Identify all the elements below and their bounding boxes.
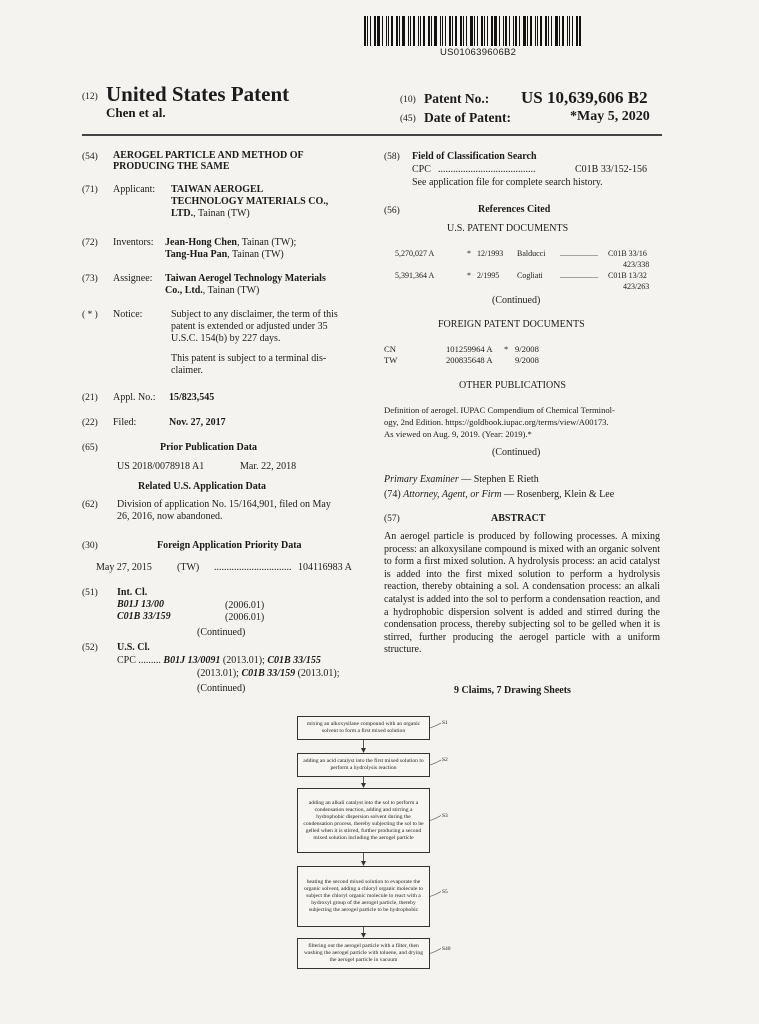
foreign-ref-star: *: [504, 344, 509, 354]
appl-label: Appl. No.:: [113, 392, 156, 403]
intcl-label: Int. Cl.: [117, 587, 148, 598]
patent-date: *May 5, 2020: [570, 109, 650, 124]
date-label: Date of Patent:: [424, 110, 511, 125]
code-73: (73): [82, 274, 98, 284]
code-notice: ( * ): [82, 310, 98, 320]
filed-date: Nov. 27, 2017: [169, 417, 226, 428]
cpc-line-1: CPC ......... B01J 13/0091 (2013.01); C01B 33/155: [117, 655, 321, 666]
us-ref-class: C01B 33/16: [608, 249, 647, 258]
title-line-2: PRODUCING THE SAME: [113, 161, 230, 172]
code-22: (22): [82, 418, 98, 428]
barcode-number: US010639606B2: [440, 47, 517, 58]
prior-pub-heading: Prior Publication Data: [160, 442, 258, 453]
code-54: (54): [82, 152, 98, 162]
field-dots: .......................................: [438, 164, 536, 175]
filed-label: Filed:: [113, 417, 137, 428]
field-see: See application file for complete search history.: [412, 177, 603, 188]
code-71: (71): [82, 185, 98, 195]
flowchart-step-box: heating the second mixed solution to evaporate the organic solvent, adding a chloryl organic molecule to subject the chloryl organic molecule to react with a hydroxyl group of the aerogel particle, thereby subjecting the aerogel particle to be hydrophobic: [297, 866, 430, 927]
flowchart-step-label: S2: [442, 757, 448, 763]
field-cpc-value: C01B 33/152-156: [575, 164, 647, 175]
flowchart-leader-line: [430, 760, 441, 765]
flowchart-step-box: filtering out the aerogel particle with a filter, then washing the aerogel particle with toluene, and drying the aerogel particle in vacuum: [297, 938, 430, 969]
notice-line-3: U.S.C. 154(b) by 227 days.: [171, 333, 281, 344]
flowchart-leader-line: [430, 723, 441, 728]
inventors-label: Inventors:: [113, 237, 154, 248]
inventor-2: Tang-Hua Pan, Tainan (TW): [165, 249, 284, 260]
cpc-line-2: (2013.01); C01B 33/159 (2013.01);: [197, 668, 340, 679]
other-continued: (Continued): [492, 447, 541, 458]
applicant-line-3: LTD., Tainan (TW): [171, 208, 250, 219]
abstract-heading: ABSTRACT: [491, 513, 546, 524]
foreign-dots: ...............................: [214, 562, 292, 573]
us-ref-number: 5,391,364 A: [395, 271, 435, 280]
claims-count: 9 Claims, 7 Drawing Sheets: [454, 685, 571, 696]
us-ref-date: 2/1995: [477, 271, 500, 280]
flowchart-step-box: adding an alkali catalyst into the sol to perform a condensation reaction, adding and stirring a hydrophobic dispersion solvent during the condensation process, thereby subjecting the sol to be gelled when it is stirred, further producing a second mixed solution including the aerogel particle: [297, 788, 430, 853]
uscl-label: U.S. Cl.: [117, 642, 150, 653]
us-ref-dots: ...................: [560, 249, 598, 258]
us-ref-star: *: [467, 271, 471, 280]
flowchart-leader-line: [430, 949, 441, 954]
us-ref-subclass: 423/263: [623, 282, 650, 291]
code-45: (45): [400, 114, 416, 124]
other-pub-line-2: ogy, 2nd Edition. https://goldbook.iupac.org/terms/view/A00173.: [384, 417, 609, 427]
prior-pub-date: Mar. 22, 2018: [240, 461, 297, 472]
flowchart-leader-line: [430, 816, 441, 821]
foreign-ref-date: 9/2008: [515, 344, 539, 354]
foreign-ref-country: TW: [384, 355, 398, 365]
flowchart-leader-line: [430, 892, 441, 897]
code-72: (72): [82, 238, 98, 248]
us-ref-dots: ...................: [560, 271, 598, 280]
abstract-text: An aerogel particle is produced by following processes. A mixing process: an alkoxysilane compound is mixed with an organic solvent to form a first mixed solution. A hydrolysis process: an acid catalyst is added into the first mixed solution to perform a hydrolysis reaction, thereby obtaining a sol. A condensation process: an alkali catalyst is added into the sol to perform a condensation reaction, and a hydrophobic dispersion solvent is added and stirred during the condensation process, thereby subjecting sol to be gelled when it is stirred, further producing the aerogel particle with a uniform structure.: [384, 531, 660, 656]
us-ref-number: 5,270,027 A: [395, 249, 435, 258]
appl-number: 15/823,545: [169, 392, 215, 403]
code-10: (10): [400, 95, 416, 105]
attorney: (74) Attorney, Agent, or Firm — Rosenberg, Klein & Lee: [384, 489, 615, 500]
us-ref-name: Balducci: [517, 249, 546, 258]
related-heading: Related U.S. Application Data: [138, 481, 267, 492]
code-58: (58): [384, 152, 400, 162]
title-line-1: AEROGEL PARTICLE AND METHOD OF: [113, 150, 304, 161]
code-21: (21): [82, 393, 98, 403]
refs-heading: References Cited: [478, 204, 551, 215]
other-pub-heading: OTHER PUBLICATIONS: [459, 380, 566, 391]
foreign-ref-number: 200835648 A: [446, 355, 493, 365]
division-line-1: Division of application No. 15/164,901, filed on May: [117, 499, 331, 510]
other-pub-line-1: Definition of aerogel. IUPAC Compendium of Chemical Terminol-: [384, 405, 615, 415]
assignee-line-2: Co., Ltd., Tainan (TW): [165, 285, 260, 296]
us-ref-date: 12/1993: [477, 249, 504, 258]
refs-continued: (Continued): [492, 295, 541, 306]
intcl-2: C01B 33/159: [117, 611, 171, 622]
foreign-ref-number: 101259964 A: [446, 344, 493, 354]
us-docs-heading: U.S. PATENT DOCUMENTS: [447, 223, 569, 234]
intcl-2-date: (2006.01): [225, 612, 265, 623]
notice-line-2: patent is extended or adjusted under 35: [171, 321, 328, 332]
us-ref-class: C01B 13/32: [608, 271, 647, 280]
other-pub-line-3: As viewed on Aug. 9, 2019. (Year: 2019).*: [384, 429, 532, 439]
code-51: (51): [82, 588, 98, 598]
notice-line-5: claimer.: [171, 365, 203, 376]
inventor-short: Chen et al.: [106, 105, 166, 120]
flowchart-step-label: S5: [442, 888, 448, 895]
patent-type: United States Patent: [106, 82, 290, 106]
notice-label: Notice:: [113, 309, 143, 320]
foreign-docs-heading: FOREIGN PATENT DOCUMENTS: [438, 319, 585, 330]
foreign-number: 104116983 A: [298, 562, 352, 573]
flowchart-step-box: adding an acid catalyst into the first mixed solution to perform a hydrolysis reaction: [297, 753, 430, 777]
code-52: (52): [82, 643, 98, 653]
code-65: (65): [82, 443, 98, 453]
foreign-ref-country: CN: [384, 344, 396, 354]
division-line-2: 26, 2016, now abandoned.: [117, 511, 223, 522]
patent-number: US 10,639,606 B2: [521, 88, 648, 107]
code-56: (56): [384, 206, 400, 216]
flowchart-step-label: S3: [442, 812, 448, 819]
intcl-1: B01J 13/00: [117, 599, 164, 610]
assignee-label: Assignee:: [113, 273, 153, 284]
code-30: (30): [82, 541, 98, 551]
code-12: (12): [82, 92, 98, 102]
code-62: (62): [82, 500, 98, 510]
applicant-line-1: TAIWAN AEROGEL: [171, 184, 264, 195]
inventor-1: Jean-Hong Chen, Tainan (TW);: [165, 237, 297, 248]
notice-line-4: This patent is subject to a terminal dis-: [171, 353, 327, 364]
us-ref-star: *: [467, 249, 471, 258]
flowchart-step-label: S40: [442, 945, 451, 952]
examiner: Primary Examiner — Stephen E Rieth: [384, 474, 539, 485]
us-ref-name: Cogliati: [517, 271, 543, 280]
assignee-line-1: Taiwan Aerogel Technology Materials: [165, 273, 326, 284]
patent-no-label: Patent No.:: [424, 91, 490, 106]
intcl-1-date: (2006.01): [225, 600, 265, 611]
flowchart-step-box: mixing an alkoxysilane compound with an organic solvent to form a first mixed solution: [297, 716, 430, 740]
foreign-date: May 27, 2015: [96, 562, 152, 573]
foreign-priority-heading: Foreign Application Priority Data: [157, 540, 302, 551]
notice-line-1: Subject to any disclaimer, the term of this: [171, 309, 338, 320]
applicant-line-2: TECHNOLOGY MATERIALS CO.,: [171, 196, 329, 207]
foreign-country: (TW): [177, 562, 200, 573]
prior-pub-number: US 2018/0078918 A1: [117, 461, 205, 472]
applicant-label: Applicant:: [113, 184, 156, 195]
field-cpc-label: CPC: [412, 164, 431, 175]
code-57: (57): [384, 514, 400, 524]
field-heading: Field of Classification Search: [412, 151, 537, 162]
intcl-continued: (Continued): [197, 627, 246, 638]
us-ref-subclass: 423/338: [623, 260, 650, 269]
flowchart-step-label: S1: [442, 720, 448, 726]
foreign-ref-date: 9/2008: [515, 355, 539, 365]
cpc-continued: (Continued): [197, 683, 246, 694]
